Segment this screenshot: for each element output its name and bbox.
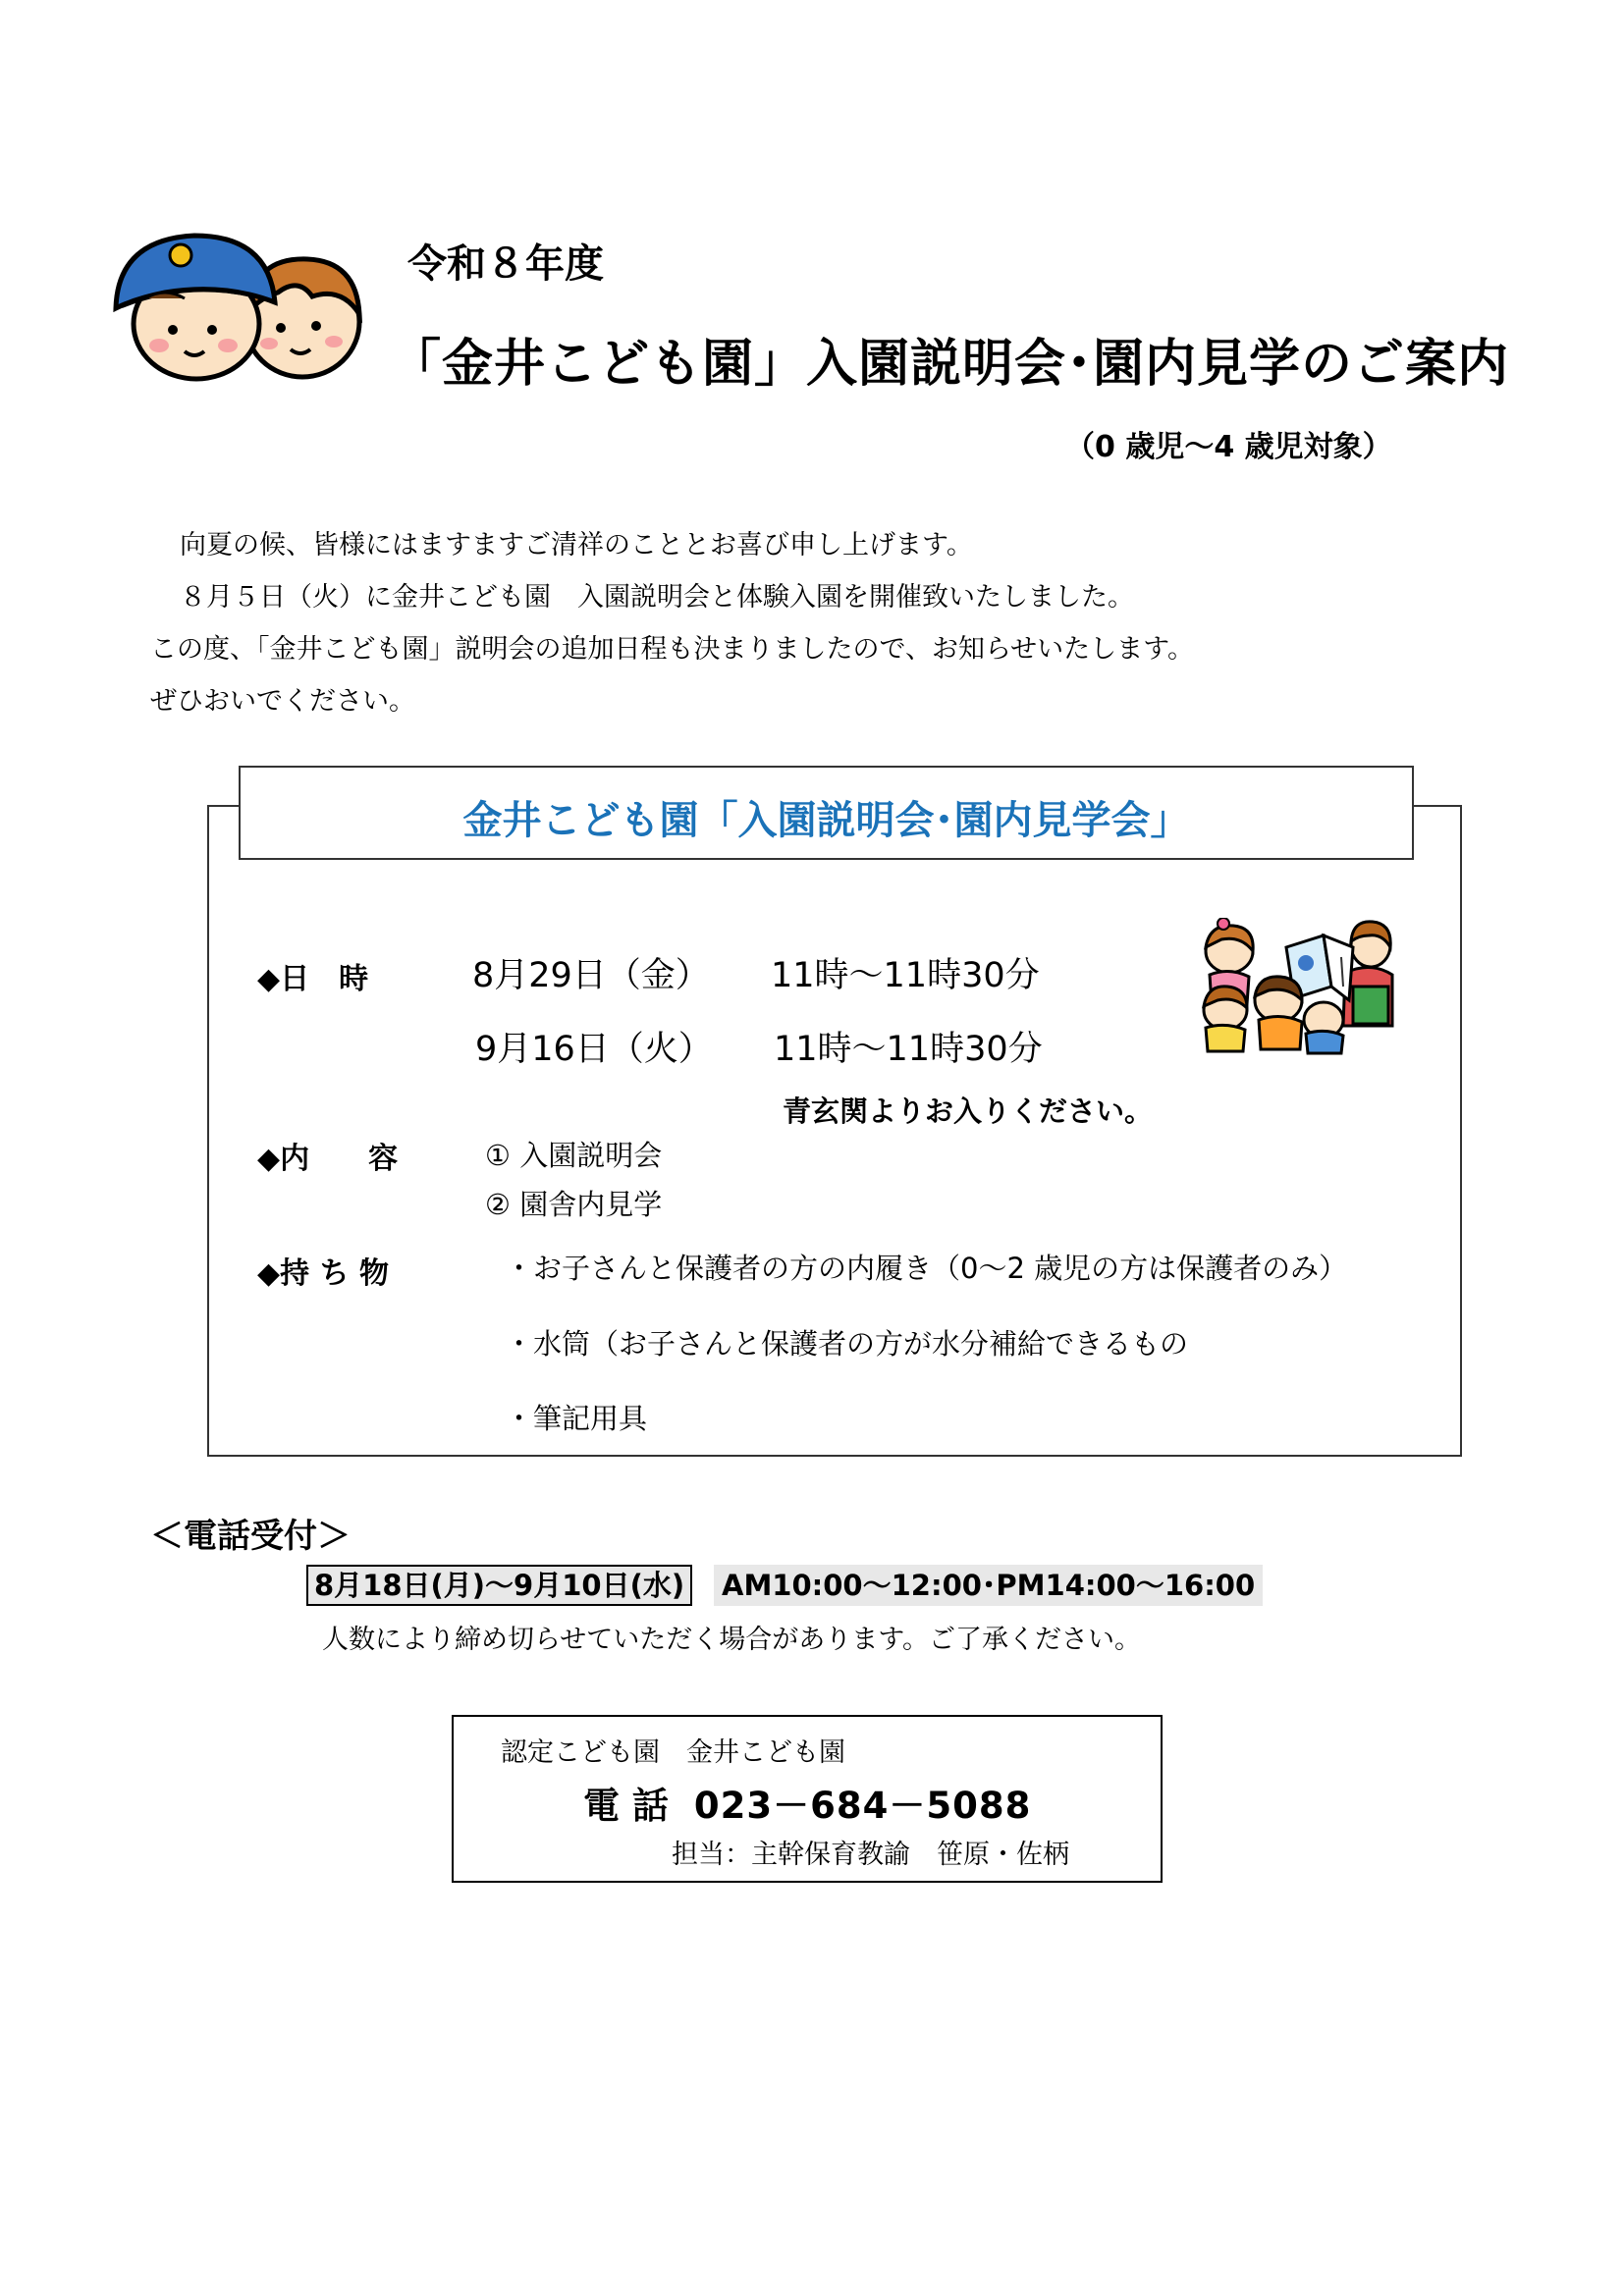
reception-heading: ＜電話受付＞ xyxy=(150,1517,351,1556)
content-item: ① 入園説明会 xyxy=(485,1139,663,1172)
event-title-box xyxy=(239,766,1414,860)
contact-org: 認定こども園 金井こども園 xyxy=(501,1737,845,1768)
datetime-label: ◆日 時 xyxy=(257,962,369,996)
contact-staff: 担当：主幹保育教諭 笹原・佐柄 xyxy=(672,1840,1069,1870)
bring-item: ・水筒（お子さんと保護者の方が水分補給できるもの xyxy=(505,1327,1189,1361)
contact-phone xyxy=(583,1776,1031,1829)
content-item: ② 園舎内見学 xyxy=(485,1188,663,1221)
time-2: 11時～11時30分 xyxy=(774,1030,1043,1069)
reception-hours: AM10:00～12:00･PM14:00～16:00 xyxy=(714,1565,1263,1606)
date-2: 9月16日（火） xyxy=(475,1030,713,1069)
teacher-reading-to-children-icon xyxy=(1196,918,1397,1055)
bring-item: ・筆記用具 xyxy=(505,1402,648,1435)
phone-number: 023－684－5088 xyxy=(693,1785,1032,1827)
intro-line: この度、「金井こども園」説明会の追加日程も決まりましたので、お知らせいたします。 xyxy=(150,634,1194,665)
target-age: （0 歳児～4 歳児対象） xyxy=(1065,430,1392,464)
contact-box xyxy=(452,1715,1163,1883)
event-title: 金井こども園「入園説明会･園内見学会」 xyxy=(462,798,1190,843)
time-1: 11時～11時30分 xyxy=(771,956,1040,995)
phone-label: 電 話 xyxy=(583,1785,669,1827)
reception-note: 人数により締め切らせていただく場合があります。ご了承ください。 xyxy=(322,1625,1142,1655)
reception-dates: 8月18日(月)～9月10日(水) xyxy=(306,1565,692,1606)
entrance-note: 青玄関よりお入りください。 xyxy=(783,1095,1154,1128)
intro-line: ぜひおいでください。 xyxy=(150,686,415,717)
items-label: ◆持 ち 物 xyxy=(257,1256,389,1291)
date-1: 8月29日（金） xyxy=(472,956,710,995)
fiscal-year: 令和８年度 xyxy=(407,241,604,287)
bring-item: ・お子さんと保護者の方の内履き（0～2 歳児の方は保護者のみ） xyxy=(505,1252,1348,1285)
intro-line: ８月５日（火）に金井こども園 入園説明会と体験入園を開催致いたしました。 xyxy=(180,582,1134,613)
page-title: 「金井こども園」入園説明会･園内見学のご案内 xyxy=(390,335,1510,394)
content-label: ◆内 容 xyxy=(257,1142,399,1176)
two-children-faces-icon xyxy=(106,228,371,383)
intro-line: 向夏の候、皆様にはますますご清祥のこととお喜び申し上げます。 xyxy=(180,530,973,561)
